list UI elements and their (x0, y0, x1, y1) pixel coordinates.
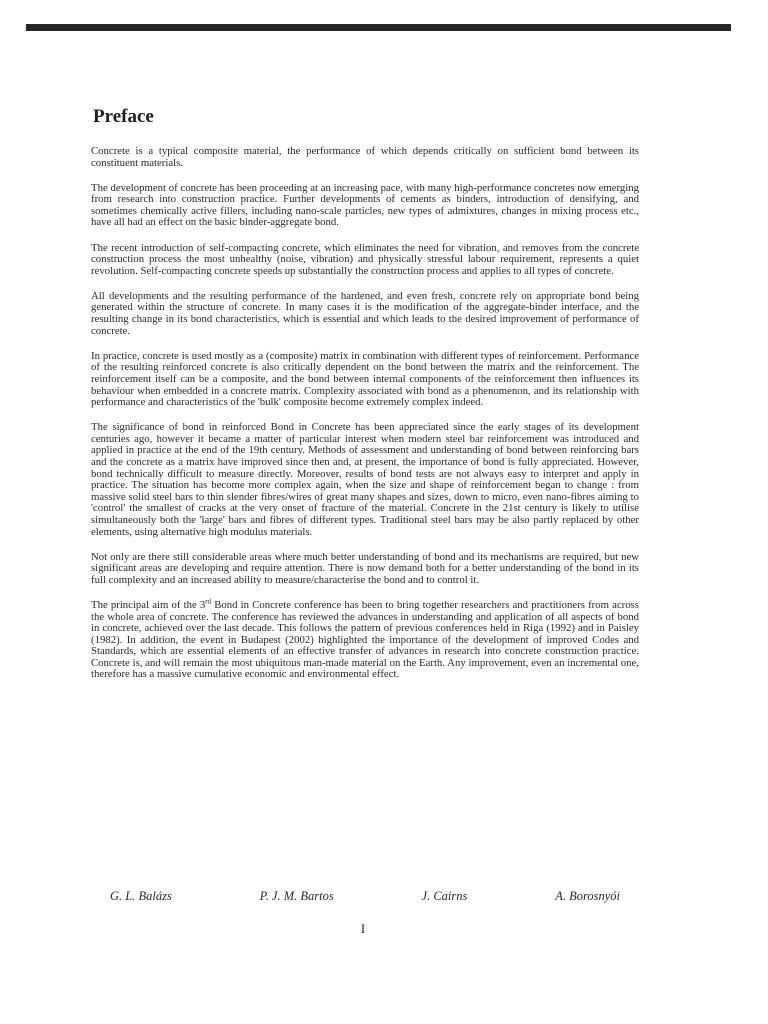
paragraph-2: The development of concrete has been proceeding at an increasing pace, with many high-performance concretes now emerging from research into construction practice. Further developments of cements as binders, introduction of densifying, and sometimes chemically active fillers, including nano-scale particles, new types of admixtures, changes in mixing process etc., have all had an effect on the basic binder-aggregate bond. (91, 181, 639, 229)
paragraph-3: The recent introduction of self-compacting concrete, which eliminates the need for vibration, and removes from the concrete construction process the most unhealthy (noise, vibration) and physically stressful labour requirement, represents a quiet revolution. Self-compacting concrete speeds up substantially the construction process and applies to all types of concrete. (91, 241, 639, 277)
signature-cairns: J. Cairns (421, 889, 468, 903)
paragraph-7: Not only are there still considerable areas where much better understanding of bond and its mechanisms are required, but new significant areas are developing and require attention. There is now demand both for a better understanding of the bond in its full complexity and an increased ability to measure/characterise the bond and to control it. (91, 550, 639, 586)
top-rule (26, 24, 731, 31)
editor-signatures (110, 889, 620, 904)
page-number: I (360, 921, 366, 936)
paragraph-1: Concrete is a typical composite material, the performance of which depends critically on sufficient bond between its constituent materials. (91, 145, 639, 169)
ordinal-suffix: rd (205, 597, 212, 606)
paragraph-8 (91, 597, 639, 681)
preface-body (91, 146, 639, 695)
page-title: Preface (93, 106, 154, 127)
paragraph-8-start: The principal aim of the 3 (91, 598, 206, 611)
paragraph-4: All developments and the resulting performance of the hardened, and even fresh, concrete rely on appropriate bond being generated within the structure of concrete. In many cases it is the modification of the aggregate-binder interface, and the resulting change in its bond characteristics, which is essential and which leads to the desired improvement of performance of concrete. (91, 289, 639, 337)
signature-balazs: G. L. Balázs (110, 889, 172, 903)
paragraph-5: In practice, concrete is used mostly as a (composite) matrix in combination with different types of reinforcement. Performance of the resulting reinforced concrete is also critically dependent on the bond between the matrix and the reinforcement. The reinforcement itself can be a composite, and the bond between internal components of the reinforcement then influences its behaviour when embedded in a concrete matrix. Complexity associated with bond as a phenomenon, and its relationship with performance and characteristics of the 'bulk' composite become extremely complex indeed. (91, 349, 639, 409)
signature-bartos: P. J. M. Bartos (259, 889, 334, 903)
paragraph-6: The significance of bond in reinforced Bond in Concrete has been appreciated since the early stages of its development centuries ago, however it became a matter of particular interest when modern steel bar reinforcement was introduced and applied in practice at the end of the 19th century. Methods of assessment and understanding of bond between reinforcing bars and the concrete as a matrix have improved since then and, at present, the importance of bond is fully appreciated. However, bond technically difficult to measure directly. Moreover, results of bond tests are not always easy to interpret and apply in practice. The situation has become more complex again, when the size and shape of reinforcement began to change : from massive solid steel bars to thin slender fibres/wires of great many shapes and sizes, down to micro, even nano-fibres aiming to 'control' the smallest of cracks at the very onset of fracture of the material. Concrete in the 21st century is likely to utilise simultaneously both the 'large' bars and fibres of different types. Traditional steel bars may be also partly replaced by other elements, using alternative high modulus materials. (91, 421, 639, 538)
signature-borosnyoi: A. Borosnyói (555, 889, 620, 903)
paragraph-8-rest: Bond in Concrete conference has been to bring together researchers and practitioners from across the whole area of concrete. The conference has reviewed the advances in understanding and application of all aspects of bond in concrete, achieved over the last decade. This follows the pattern of previous conferences held in Riga (1992) and in Paisley (1982). In addition, the event in Budapest (2002) highlighted the importance of the development of improved Codes and Standards, which are essential elements of an effective transfer of advances in research into concrete construction practice. Concrete is, and will remain the most ubiquitous man-made material on the Earth. Any improvement, even an incremental one, therefore has a massive cumulative economic and environmental effect. (91, 598, 639, 681)
